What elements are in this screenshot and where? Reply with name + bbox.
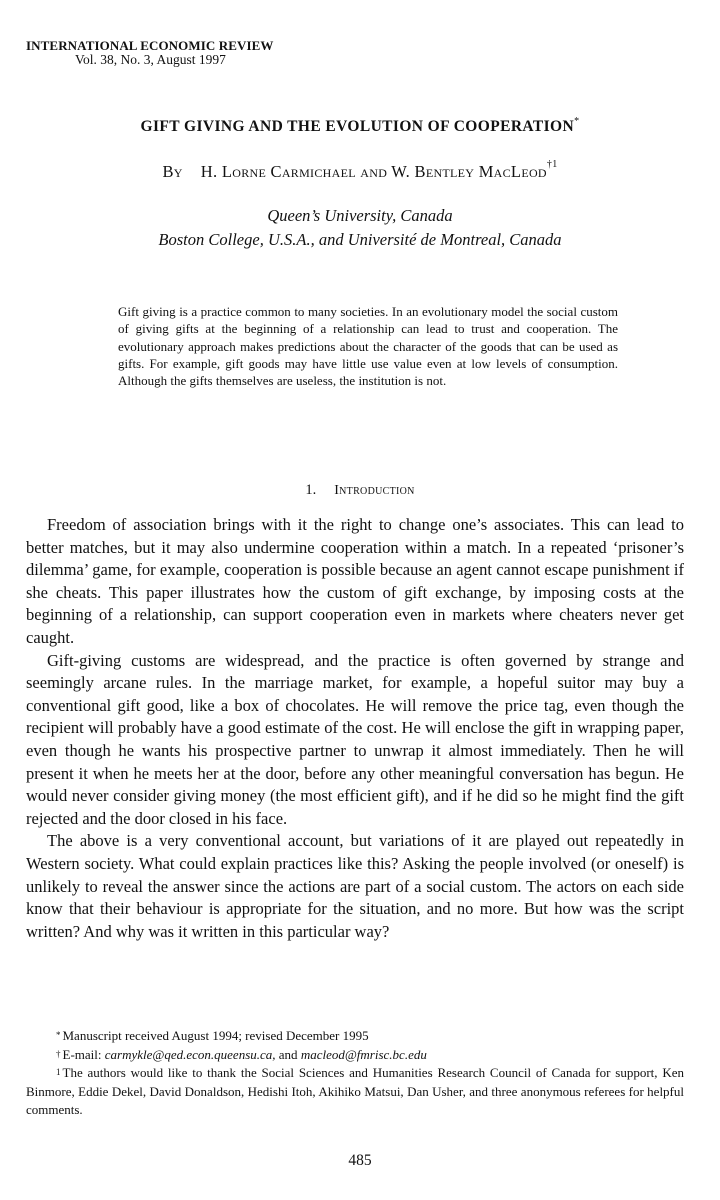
title-footnote-mark: * [574, 116, 580, 127]
journal-name: INTERNATIONAL ECONOMIC REVIEW [26, 38, 274, 53]
footnote-text: Manuscript received August 1994; revised December 1995 [62, 1028, 369, 1043]
footnote-mark: * [56, 1030, 61, 1040]
footnote-text: E-mail: [62, 1046, 105, 1062]
email-link[interactable]: carmykle@qed.econ.queensu.ca, [104, 1046, 276, 1062]
author-footnote-mark: †1 [546, 159, 558, 170]
by-label: By [162, 162, 183, 181]
article-title-text: GIFT GIVING AND THE EVOLUTION OF COOPERATION [140, 118, 575, 135]
footnote-text: and [275, 1046, 301, 1062]
paragraph: Gift-giving customs are widespread, and the practice is often governed by strange and seemingly arcane rules. In the marriage market, for example, a hopeful suitor may buy a conventional gift good, like a box of chocolates. He will remove the price tag, even though the recipient will probably have a good estimate of the cost. He will enclose the gift in wrapping paper, even though he wants his prospective partner to unwrap it almost immediately. Then he will present it when he meets her at the door, before any other meaningful conversation has begun. He would never consider giving money (the most efficient gift), and if he did so he might find the gift rejected and the door closed in his face. [26, 650, 684, 828]
section-title: Introduction [334, 483, 415, 498]
journal-volume: Vol. 38, No. 3, August 1997 [75, 52, 226, 67]
footnote-mark: † [56, 1048, 61, 1059]
email-link[interactable]: macleod@fmrisc.bc.edu [300, 1046, 427, 1062]
footnote-acknowledgements [26, 1064, 684, 1120]
footnote-email [26, 1046, 684, 1065]
page-number: 485 [348, 1152, 372, 1169]
paragraph: Freedom of association brings with it the right to change one’s associates. This can lead to better matches, but it may also undermine cooperation within a match. In a repeated ‘prisoner’s dilemma’ game, for example, cooperation is possible because an agent cannot escape punishment if she cheats. This paper illustrates how the custom of gift exchange, by imposing costs at the beginning of a relationship, can support cooperation even in markets where cheaters never get caught. [26, 515, 684, 647]
footnote-mark: 1 [56, 1067, 61, 1077]
section-heading [0, 482, 720, 499]
section-number: 1. [305, 482, 317, 498]
affiliation-1: Queen’s University, Canada [267, 206, 453, 225]
footnote-text: The authors would like to thank the Social Sciences and Humanities Research Council of Canada for support, Ken Binmore, Eddie Dekel, David Donaldson, Hedishi Itoh, Akihiko Matsui, Dan Usher, and three anonymous referees for helpful comments. [26, 1065, 684, 1117]
author-names: H. Lorne Carmichael and W. Bentley MacLeod [200, 162, 547, 181]
article-title [0, 118, 720, 136]
footnotes [26, 1027, 684, 1120]
affiliation-2: Boston College, U.S.A., and Université de Montreal, Canada [158, 230, 562, 249]
paragraph: The above is a very conventional account, but variations of it are played out repeatedly in Western society. What could explain practices like this? Asking the people involved (or oneself) is unlikely to reveal the answer since the actions are part of a social custom. The actors on each side know that their behaviour is appropriate for the situation, and no more. But how was the script written? And why was it written in this particular way? [26, 831, 684, 941]
abstract: Gift giving is a practice common to many societies. In an evolutionary model the social custom of giving gifts at the beginning of a relationship can lead to trust and cooperation. The evolutionary approach makes predictions about the character of the goods that can be used as gifts. For example, gift goods may have little use value even at low levels of consumption. Although the gifts themselves are useless, the institution is not. [118, 304, 618, 389]
footnote-manuscript [26, 1027, 684, 1046]
article-authors [0, 159, 720, 182]
body-text [26, 514, 684, 943]
